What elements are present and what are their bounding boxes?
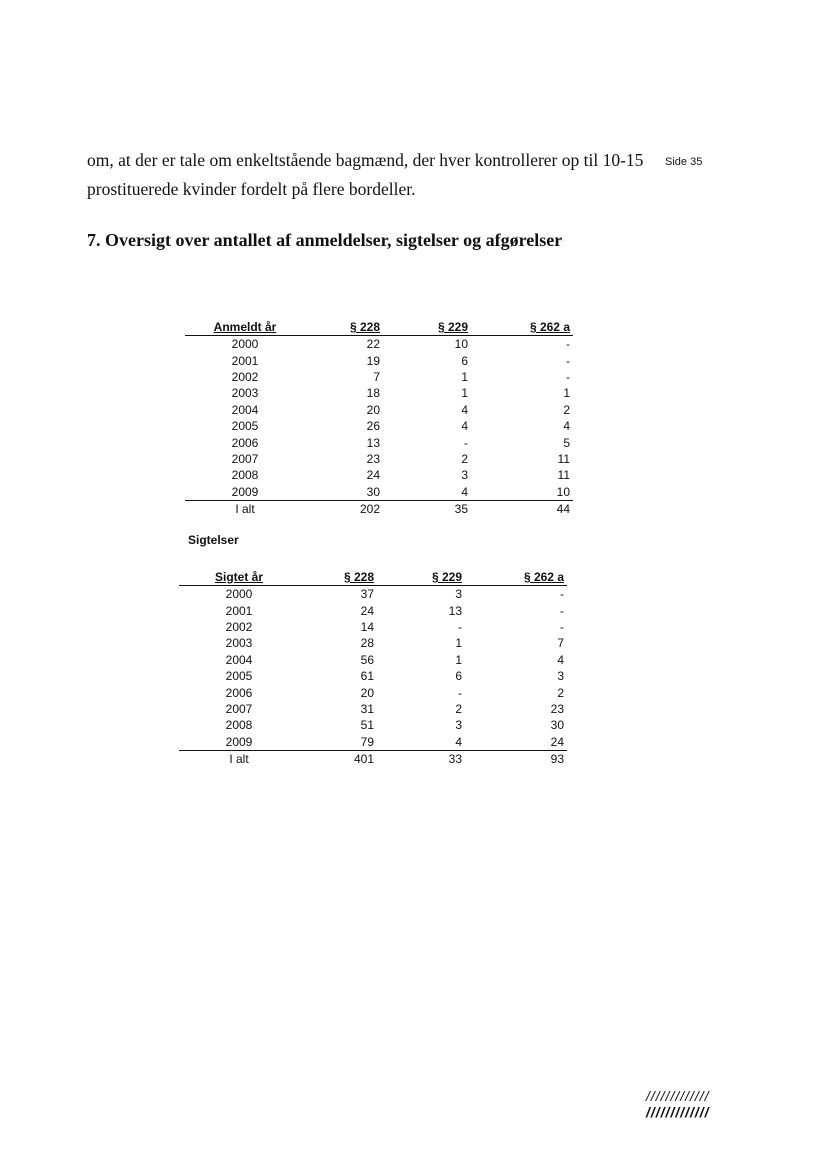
table-total-row [185, 500, 573, 517]
table-row [185, 402, 573, 418]
column-header-229: § 229 [382, 568, 484, 586]
table-row [185, 467, 573, 483]
value-cell: 7 [373, 369, 380, 384]
value-cell: 28 [360, 636, 374, 651]
value-cell: - [464, 435, 468, 450]
table-total-row [179, 750, 567, 767]
table-row [185, 484, 573, 501]
year-cell: 2003 [225, 636, 253, 651]
value-cell: 24 [484, 734, 567, 751]
year-cell: 2007 [225, 701, 253, 716]
document-id-mark [646, 1088, 710, 1120]
value-cell: 10 [454, 337, 468, 352]
value-cell: 1 [455, 652, 462, 667]
total-cell: 44 [556, 501, 570, 516]
table-header-row [185, 318, 573, 336]
column-header-228: § 228 [305, 318, 388, 336]
value-cell: 1 [461, 369, 468, 384]
value-cell: 6 [455, 669, 462, 684]
table-row [179, 586, 567, 603]
year-cell: 2007 [231, 451, 259, 466]
value-cell: 3 [455, 718, 462, 733]
total-cell: 33 [448, 751, 462, 766]
year-cell: 2000 [231, 337, 259, 352]
value-cell: 37 [360, 587, 374, 602]
year-cell: 2004 [231, 402, 259, 417]
year-cell: 2004 [225, 652, 253, 667]
table-row [179, 668, 567, 684]
year-cell: 2009 [179, 734, 299, 751]
sigtelser-subtitle: Sigtelser [188, 533, 239, 547]
table-header-row [179, 568, 567, 586]
year-cell: 2009 [185, 484, 305, 501]
column-header-229: § 229 [388, 318, 490, 336]
mark-line-1: ///////////// [646, 1088, 710, 1104]
value-cell: 1 [455, 636, 462, 651]
value-cell: 30 [305, 484, 388, 501]
table-row [185, 385, 573, 401]
value-cell: 4 [557, 652, 564, 667]
table-row [185, 418, 573, 434]
value-cell: 11 [557, 468, 570, 483]
value-cell: 61 [360, 669, 374, 684]
value-cell: 20 [360, 685, 374, 700]
value-cell: - [566, 369, 570, 384]
value-cell: - [560, 587, 564, 602]
column-header-262a: § 262 a [484, 568, 567, 586]
year-cell: 2006 [225, 685, 253, 700]
section-heading: 7. Oversigt over antallet af anmeldelser, sigtelser og afgørelser [87, 230, 563, 250]
value-cell: - [560, 603, 564, 618]
value-cell: 14 [360, 619, 374, 634]
value-cell: 3 [461, 468, 468, 483]
total-cell: 93 [550, 751, 564, 766]
value-cell: 13 [448, 603, 462, 618]
value-cell: 26 [366, 419, 380, 434]
table-row [179, 684, 567, 700]
total-label: I alt [229, 751, 249, 766]
year-cell: 2001 [225, 603, 253, 618]
anmeldelser-table [185, 318, 573, 517]
value-cell: - [566, 353, 570, 368]
value-cell: 2 [455, 701, 462, 716]
table-row [179, 602, 567, 618]
table-row [179, 701, 567, 717]
value-cell: - [566, 337, 570, 352]
total-cell: 401 [353, 751, 374, 766]
value-cell: 4 [461, 402, 468, 417]
body-line-2: prostituerede kvinder fordelt på flere bordeller. [87, 179, 416, 199]
column-header-year: Anmeldt år [185, 318, 305, 336]
value-cell: 4 [388, 484, 490, 501]
table-row [179, 717, 567, 733]
year-cell: 2001 [231, 353, 259, 368]
value-cell: 1 [563, 386, 570, 401]
year-cell: 2003 [231, 386, 259, 401]
value-cell: 1 [461, 386, 468, 401]
value-cell: 56 [360, 652, 374, 667]
value-cell: 20 [366, 402, 380, 417]
table-row [185, 352, 573, 368]
table-row [185, 434, 573, 450]
year-cell: 2008 [231, 468, 259, 483]
column-header-year: Sigtet år [179, 568, 299, 586]
value-cell: 2 [563, 402, 570, 417]
mark-line-2: ///////////// [646, 1104, 710, 1120]
value-cell: - [458, 619, 462, 634]
year-cell: 2006 [231, 435, 259, 450]
body-line-1: om, at der er tale om enkeltstående bagmænd, der hver kontrollerer op til 10-15 [87, 150, 644, 170]
value-cell: 4 [382, 734, 484, 751]
value-cell: 2 [557, 685, 564, 700]
year-cell: 2005 [231, 419, 259, 434]
year-cell: 2008 [225, 718, 253, 733]
total-cell: 35 [454, 501, 468, 516]
column-header-262a: § 262 a [490, 318, 573, 336]
total-cell: 202 [359, 501, 380, 516]
value-cell: - [458, 685, 462, 700]
table-row [179, 619, 567, 635]
value-cell: 4 [563, 419, 570, 434]
value-cell: 3 [557, 669, 564, 684]
value-cell: 7 [557, 636, 564, 651]
sigtelser-table [179, 568, 567, 767]
body-paragraph [87, 146, 657, 204]
year-cell: 2002 [231, 369, 259, 384]
value-cell: - [560, 619, 564, 634]
table-row [179, 635, 567, 651]
value-cell: 5 [563, 435, 570, 450]
value-cell: 4 [461, 419, 468, 434]
value-cell: 3 [455, 587, 462, 602]
value-cell: 13 [366, 435, 380, 450]
year-cell: 2005 [225, 669, 253, 684]
value-cell: 24 [366, 468, 380, 483]
value-cell: 79 [299, 734, 382, 751]
total-label: I alt [235, 501, 255, 516]
value-cell: 11 [557, 451, 570, 466]
value-cell: 6 [461, 353, 468, 368]
table-row [179, 652, 567, 668]
value-cell: 30 [550, 718, 564, 733]
value-cell: 31 [360, 701, 374, 716]
value-cell: 18 [366, 386, 380, 401]
table-row [185, 336, 573, 353]
page-number-label: Side 35 [665, 156, 703, 168]
value-cell: 19 [366, 353, 380, 368]
value-cell: 23 [366, 451, 380, 466]
value-cell: 2 [461, 451, 468, 466]
table-row [185, 451, 573, 467]
year-cell: 2002 [225, 619, 253, 634]
column-header-228: § 228 [299, 568, 382, 586]
year-cell: 2000 [225, 587, 253, 602]
table-row [185, 369, 573, 385]
value-cell: 24 [360, 603, 374, 618]
value-cell: 22 [366, 337, 380, 352]
value-cell: 10 [490, 484, 573, 501]
value-cell: 51 [360, 718, 374, 733]
value-cell: 23 [550, 701, 564, 716]
table-row [179, 734, 567, 751]
